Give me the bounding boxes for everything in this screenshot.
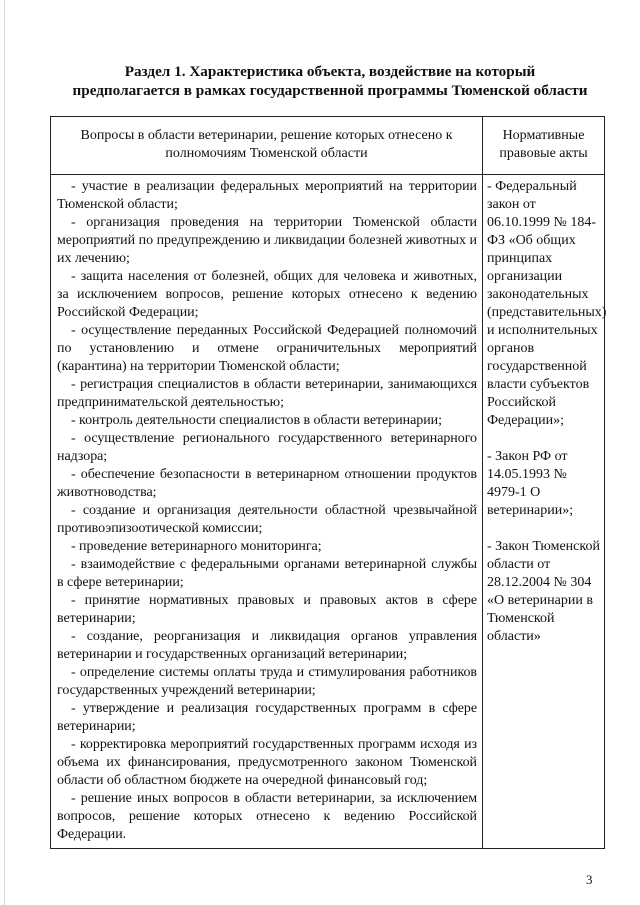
table-body-row (51, 175, 605, 849)
act-tyumen-law-304: - Закон Тюменской области от 28.12.2004 № 304 «О ветеринарии в Тюменской области» (487, 539, 600, 644)
list-item: - осуществление переданных Российской Федерацией полномочий по установлению и отмене ограничительных мероприятий (карантина) на территории Тюменской области; (57, 323, 477, 374)
header-cell-acts: Нормативные правовые акты (483, 117, 605, 175)
act-federal-law-184: - Федеральный закон от 06.10.1999 № 184-ФЗ «Об общих принципах организации законодательных (представительных) и исполнительных органов государственной власти субъектов Российской Федерации»; (487, 179, 607, 428)
questions-cell (51, 175, 483, 849)
list-item: - обеспечение безопасности в ветеринарном отношении продуктов животноводства; (57, 467, 477, 500)
table-header-row (51, 117, 605, 175)
list-item: - корректировка мероприятий государственных программ исходя из объема их финансирования, предусмотренного законом Тюменской области об областном бюджете на очередной финансовый год; (57, 737, 477, 788)
list-item: - создание, реорганизация и ликвидация органов управления ветеринарии и государственных организаций ветеринарии; (57, 629, 477, 662)
list-item: - регистрация специалистов в области ветеринарии, занимающихся предпринимательской деятельностью; (57, 377, 477, 410)
section-title (50, 62, 610, 100)
scan-edge-line (4, 0, 5, 905)
list-item: - защита населения от болезней, общих для человека и животных, за исключением вопросов, решение которых отнесено к ведению Российской Федерации; (57, 269, 477, 320)
authority-table (50, 116, 605, 849)
list-item: - создание и организация деятельности областной чрезвычайной противоэпизоотической комиссии; (57, 503, 477, 536)
list-item: - проведение ветеринарного мониторинга; (71, 539, 322, 554)
list-item: - решение иных вопросов в области ветеринарии, за исключением вопросов, решение которых отнесено к ведению Российской Федерации. (57, 791, 477, 842)
list-item: - принятие нормативных правовых и правовых актов в сфере ветеринарии; (57, 593, 477, 626)
list-item: - участие в реализации федеральных мероприятий на территории Тюменской области; (57, 179, 477, 212)
list-item: - осуществление регионального государственного ветеринарного надзора; (57, 431, 477, 464)
list-item: - взаимодействие с федеральными органами ветеринарной службы в сфере ветеринарии; (57, 557, 477, 590)
acts-cell (483, 175, 605, 849)
page-number: 3 (586, 872, 593, 887)
list-item: - определение системы оплаты труда и стимулирования работников государственных учреждений ветеринарии; (57, 665, 477, 698)
section-title-line-2: предполагается в рамках государственной программы Тюменской области (72, 82, 588, 99)
act-law-4979: - Закон РФ от 14.05.1993 № 4979-1 О ветеринарии»; (487, 449, 574, 518)
list-item: - контроль деятельности специалистов в области ветеринарии; (71, 413, 442, 428)
list-item: - утверждение и реализация государственных программ в сфере ветеринарии; (57, 701, 477, 734)
list-item: - организация проведения на территории Тюменской области мероприятий по предупреждению и ликвидации болезней животных и их лечению; (57, 215, 477, 266)
header-cell-questions: Вопросы в области ветеринарии, решение которых отнесено к полномочиям Тюменской области (51, 117, 483, 175)
section-title-line-1: Раздел 1. Характеристика объекта, воздействие на который (124, 63, 536, 80)
